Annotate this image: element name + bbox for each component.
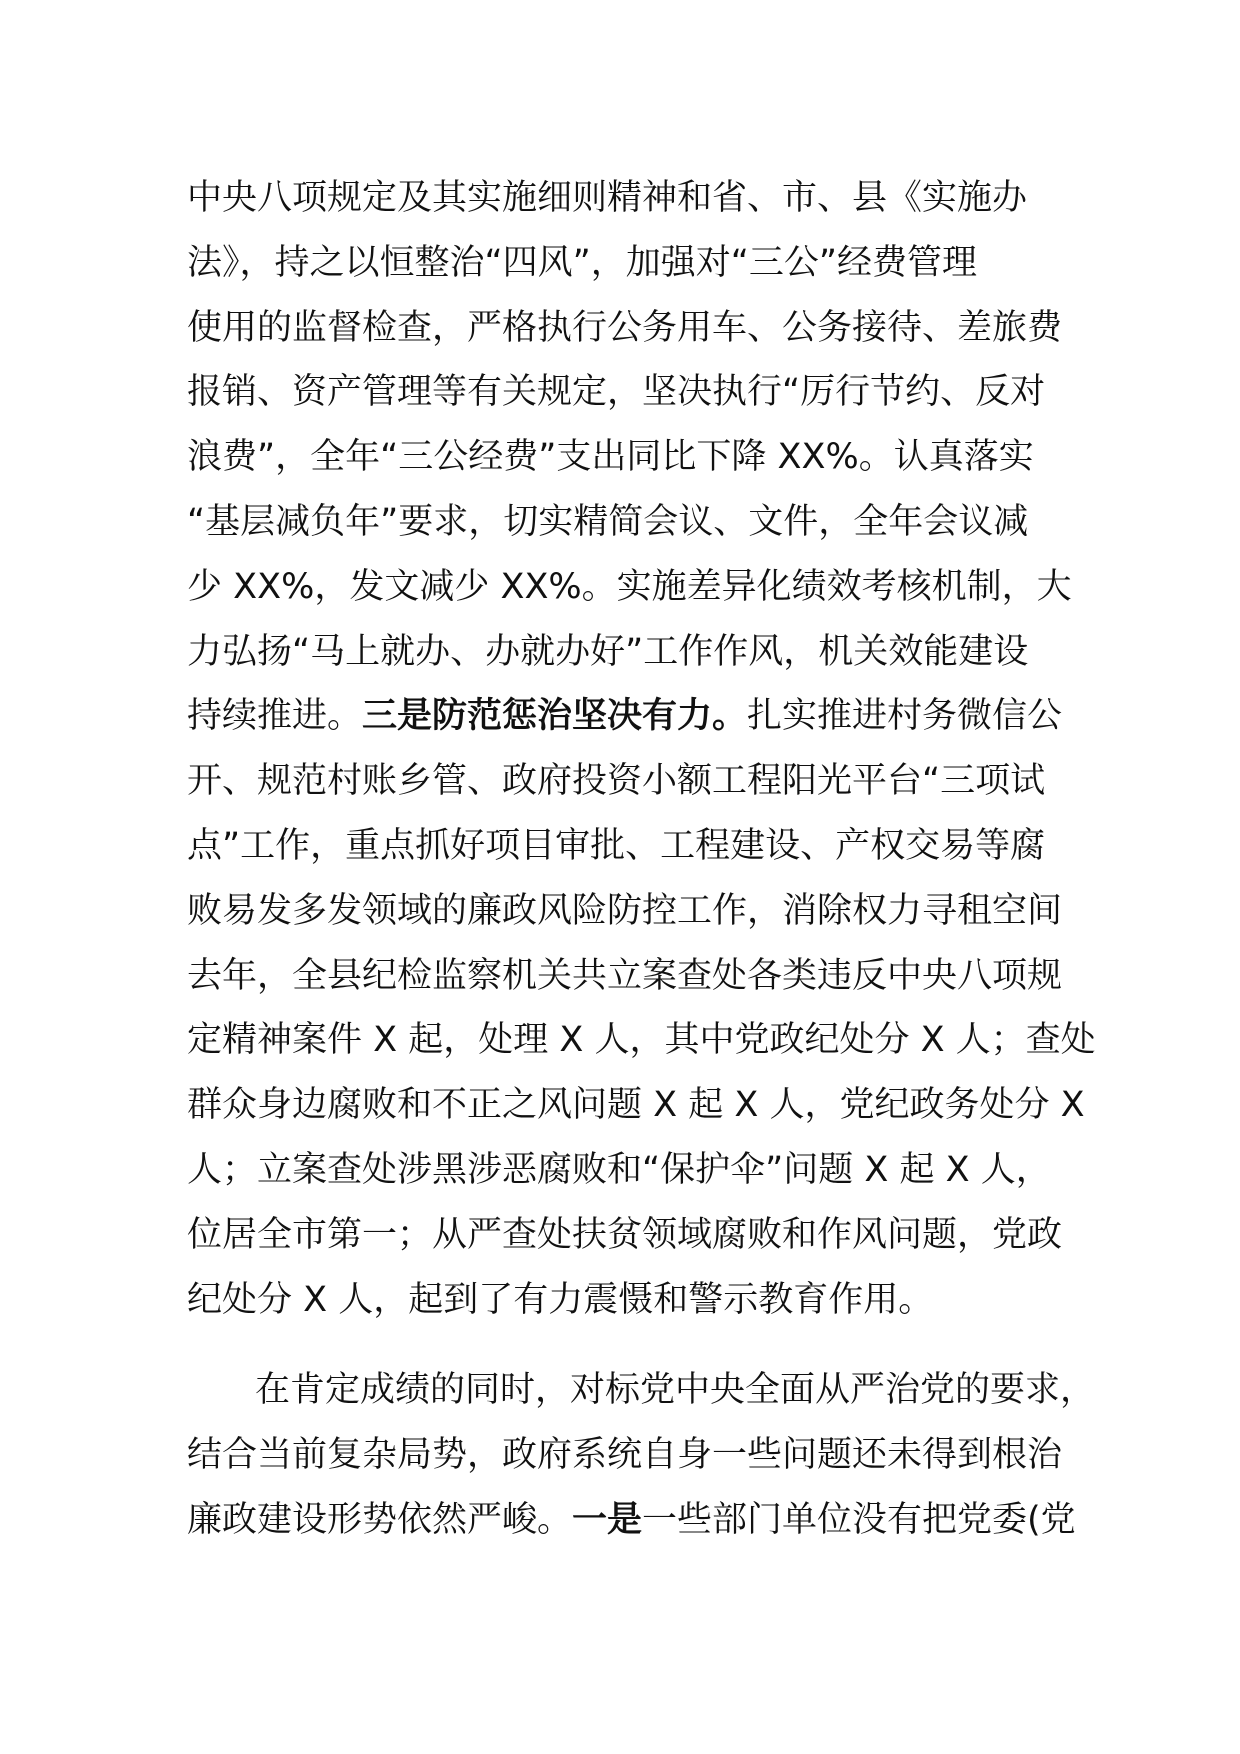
paragraph-1-line-16: 人；立案查处涉黑涉恶腐败和“保护伞”问题 X 起 X 人， xyxy=(187,1149,1051,1190)
paragraph-1-line-7: 少 XX%，发文减少 XX%。实施差异化绩效考核机制，大 xyxy=(187,566,1072,607)
paragraph-1-line-15: 群众身边腐败和不正之风问题 X 起 X 人，党纪政务处分 X xyxy=(187,1085,1085,1126)
paragraph-1-line-8: 力弘扬“马上就办、办就办好”工作作风，机关效能建设 xyxy=(187,631,1029,672)
paragraph-1-line-9 xyxy=(187,684,1067,749)
paragraph-2-line-2: 结合当前复杂局势，政府系统自身一些问题还未得到根治 xyxy=(187,1435,1063,1476)
line-9-text-end: 扎实推进村务微信公 xyxy=(747,696,1063,737)
paragraph-1-line-5: 浪费”，全年“三公经费”支出同比下降 XX%。认真落实 xyxy=(187,437,1034,478)
line-9-text-start: 持续推进。 xyxy=(187,696,363,737)
paragraph-1-line-18: 纪处分 X 人，起到了有力震慑和警示教育作用。 xyxy=(187,1279,934,1320)
paragraph-1-line-6: “基层减负年”要求，切实精简会议、文件，全年会议减 xyxy=(187,501,1029,542)
paragraph-1-line-17: 位居全市第一；从严查处扶贫领域腐败和作风问题，党政 xyxy=(187,1214,1063,1255)
bold-heading-three: 三是防范惩治坚决有力。 xyxy=(362,696,748,737)
line-3-text-start: 廉政建设形势依然严峻。 xyxy=(187,1499,573,1540)
paragraph-1-line-3: 使用的监督检查，严格执行公务用车、公务接待、差旅费 xyxy=(187,307,1063,348)
paragraph-2-line-3 xyxy=(187,1488,1076,1553)
bold-heading-one: 一是 xyxy=(572,1499,643,1540)
paragraph-1-line-1: 中央八项规定及其实施细则精神和省、市、县《实施办 xyxy=(187,178,1028,218)
paragraph-1-line-2: 法》，持之以恒整治“四风”，加强对“三公”经费管理 xyxy=(187,242,978,283)
paragraph-1-line-4: 报销、资产管理等有关规定，坚决执行“厉行节约、反对 xyxy=(187,372,1046,413)
line-3-text-end: 一些部门单位没有把党委(党 xyxy=(642,1499,1076,1540)
paragraph-1-line-12: 败易发多发领域的廉政风险防控工作，消除权力寻租空间 xyxy=(187,890,1063,931)
paragraph-1-line-11: 点”工作，重点抓好项目审批、工程建设、产权交易等腐 xyxy=(187,825,1046,866)
paragraph-1-line-14: 定精神案件 X 起，处理 X 人，其中党政纪处分 X 人；查处 xyxy=(187,1020,1096,1061)
paragraph-1-line-13: 去年，全县纪检监察机关共立案查处各类违反中央八项规 xyxy=(187,955,1063,996)
paragraph-2-line-1: 在肯定成绩的同时，对标党中央全面从严治党的要求， xyxy=(255,1370,1096,1411)
body-text xyxy=(187,166,1096,1553)
paragraph-1-line-10: 开、规范村账乡管、政府投资小额工程阳光平台“三项试 xyxy=(187,761,1046,802)
